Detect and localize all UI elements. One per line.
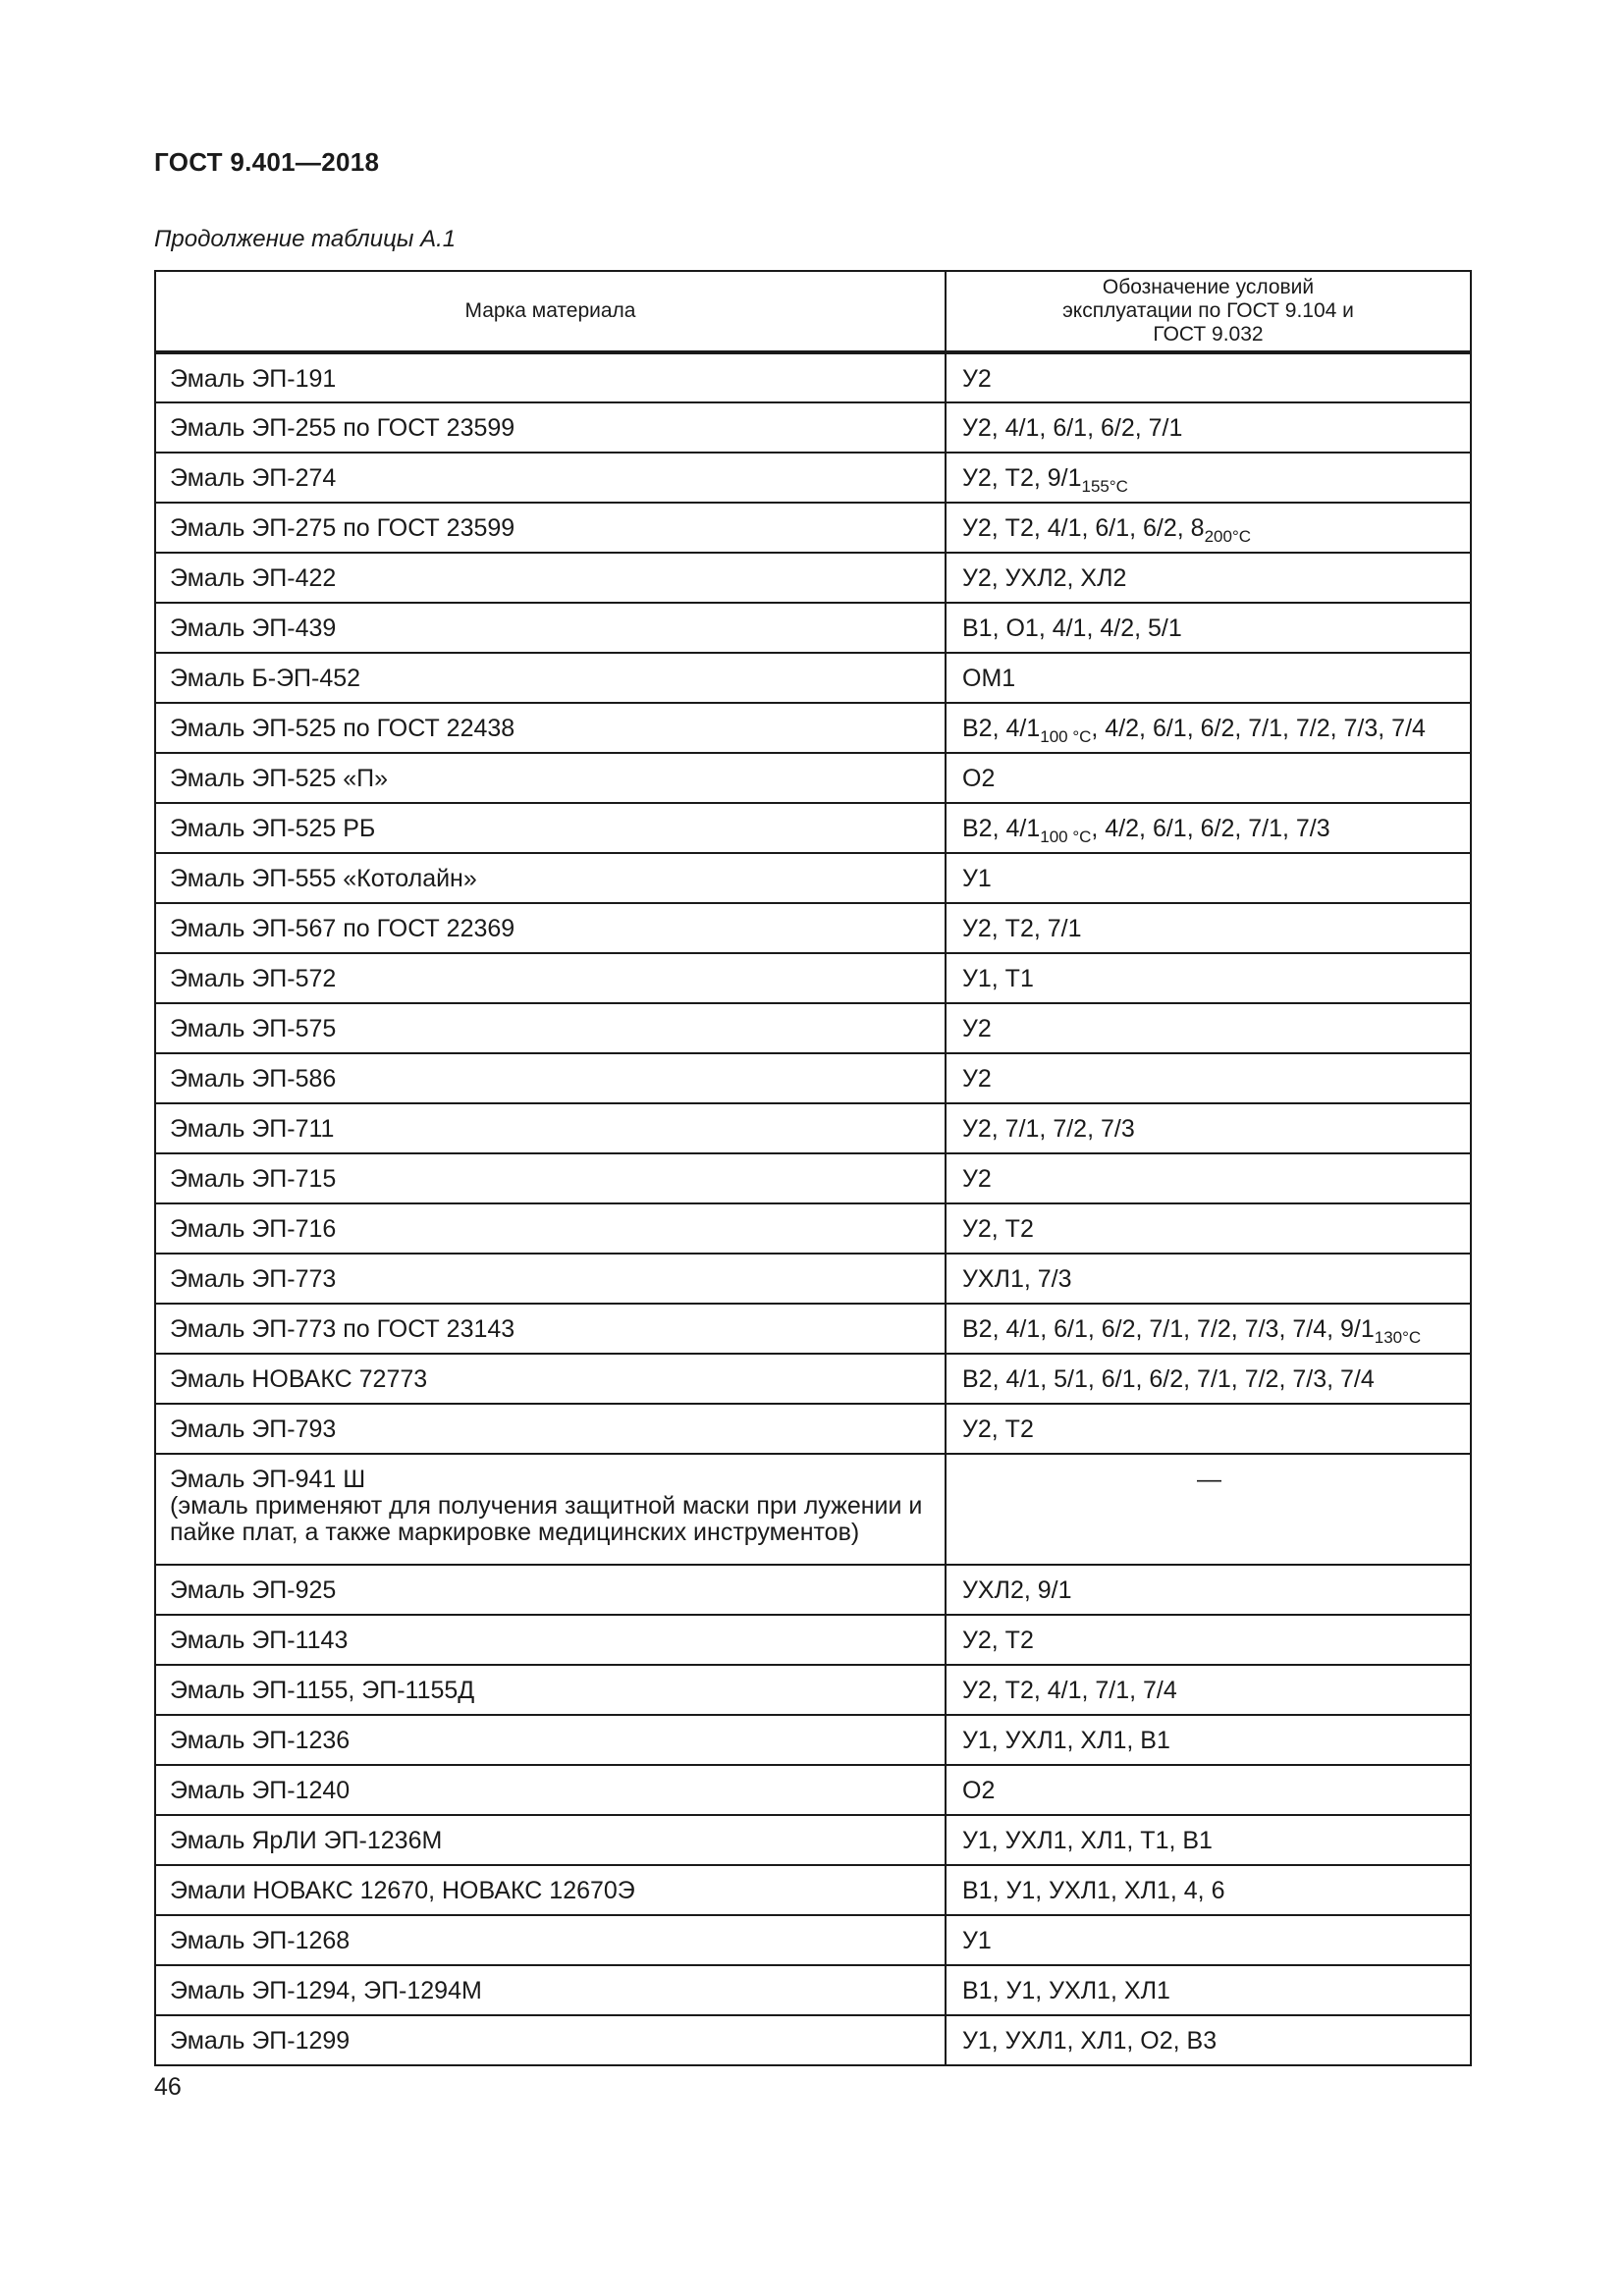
material-name: Эмаль ЭП-1294, ЭП-1294М: [170, 1977, 482, 2004]
conditions-cell: [946, 553, 1471, 603]
conditions-cell: [946, 1915, 1471, 1965]
material-name: Эмаль ЭП-1299: [170, 2027, 351, 2055]
table-row: [155, 703, 1471, 753]
table-row: [155, 2015, 1471, 2065]
material-cell: [155, 402, 946, 453]
conditions-value: У1, УХЛ1, ХЛ1, В1: [962, 1727, 1170, 1754]
conditions-value: У2, 4/1, 6/1, 6/2, 7/1: [962, 414, 1183, 442]
conditions-value: У2, 7/1, 7/2, 7/3: [962, 1115, 1135, 1143]
table-row: [155, 903, 1471, 953]
material-name: Эмаль ЭП-525 по ГОСТ 22438: [170, 715, 515, 742]
material-cell: [155, 1254, 946, 1304]
table-row: [155, 1565, 1471, 1615]
conditions-value: У1: [962, 865, 992, 892]
material-cell: [155, 352, 946, 402]
material-name: Эмаль ЭП-575: [170, 1015, 337, 1042]
conditions-cell: [946, 1965, 1471, 2015]
conditions-cell: [946, 1103, 1471, 1153]
column-header-conditions-text: Обозначение условий эксплуатации по ГОСТ 9.104 и ГОСТ 9.032: [1062, 276, 1354, 346]
material-name: Эмаль ЭП-793: [170, 1415, 337, 1443]
conditions-cell: [946, 803, 1471, 853]
conditions-cell: [946, 1254, 1471, 1304]
conditions-cell: [946, 953, 1471, 1003]
conditions-value: В2, 4/1: [962, 815, 1041, 842]
conditions-cell: [946, 503, 1471, 553]
conditions-temperature: 100 °С: [1040, 727, 1092, 746]
material-name: Эмаль ЭП-275 по ГОСТ 23599: [170, 514, 515, 542]
conditions-value: У2, Т2, 9/1: [962, 464, 1082, 492]
table-caption: Продолжение таблицы А.1: [154, 226, 457, 252]
material-cell: [155, 2015, 946, 2065]
material-cell: [155, 1615, 946, 1665]
page-number: 46: [154, 2073, 182, 2101]
conditions-value: В2, 4/1, 5/1, 6/1, 6/2, 7/1, 7/2, 7/3, 7/4: [962, 1365, 1375, 1393]
conditions-value: У2: [962, 1165, 992, 1193]
table-row: [155, 603, 1471, 653]
conditions-value: У2, Т2, 7/1: [962, 915, 1082, 942]
material-cell: [155, 1404, 946, 1454]
table-row: [155, 1865, 1471, 1915]
material-cell: [155, 1915, 946, 1965]
material-cell: [155, 1565, 946, 1615]
conditions-value: В1, У1, УХЛ1, ХЛ1, 4, 6: [962, 1877, 1225, 1904]
conditions-temperature: 130°С: [1374, 1328, 1422, 1347]
conditions-value: У2: [962, 365, 992, 393]
table-row: [155, 1815, 1471, 1865]
material-name: Эмаль ЭП-567 по ГОСТ 22369: [170, 915, 515, 942]
material-cell: [155, 1665, 946, 1715]
table-row: [155, 1404, 1471, 1454]
material-name: Эмаль ЭП-715: [170, 1165, 337, 1193]
table-header-row: [155, 271, 1471, 352]
table-row: [155, 453, 1471, 503]
material-name: Эмаль ЭП-274: [170, 464, 337, 492]
table-row: [155, 503, 1471, 553]
material-name: Эмаль ЭП-422: [170, 564, 337, 592]
material-cell: [155, 1765, 946, 1815]
material-name: Эмаль ЭП-925: [170, 1576, 337, 1604]
table-row: [155, 553, 1471, 603]
conditions-cell: [946, 1304, 1471, 1354]
material-name: Эмаль ЭП-1236: [170, 1727, 351, 1754]
conditions-cell: [946, 1354, 1471, 1404]
conditions-cell: [946, 1053, 1471, 1103]
table-row: [155, 1454, 1471, 1565]
material-name: Эмаль ЭП-572: [170, 965, 337, 992]
conditions-value-continued: , 4/2, 6/1, 6/2, 7/1, 7/2, 7/3, 7/4: [1091, 715, 1426, 742]
table-row: [155, 352, 1471, 402]
table-row: [155, 853, 1471, 903]
material-name: Эмаль Б-ЭП-452: [170, 665, 361, 692]
table-row: [155, 1765, 1471, 1815]
conditions-value: В1, У1, УХЛ1, ХЛ1: [962, 1977, 1170, 2004]
conditions-cell: [946, 1815, 1471, 1865]
conditions-temperature: 200°С: [1204, 527, 1252, 546]
material-cell: [155, 1153, 946, 1203]
material-name: Эмаль ЭП-439: [170, 614, 337, 642]
conditions-value: В1, О1, 4/1, 4/2, 5/1: [962, 614, 1182, 642]
material-cell: [155, 1203, 946, 1254]
conditions-cell: [946, 1565, 1471, 1615]
material-name: Эмаль ЭП-773: [170, 1265, 337, 1293]
conditions-temperature: 100 °С: [1040, 828, 1092, 846]
table-row: [155, 1203, 1471, 1254]
material-name: Эмаль ЭП-586: [170, 1065, 337, 1093]
material-cell: [155, 1354, 946, 1404]
conditions-cell: [946, 1715, 1471, 1765]
conditions-cell: [946, 2015, 1471, 2065]
conditions-cell: [946, 1765, 1471, 1815]
material-name: Эмаль ЭП-1240: [170, 1777, 351, 1804]
conditions-value: У2, УХЛ2, ХЛ2: [962, 564, 1127, 592]
conditions-value: У2, Т2: [962, 1415, 1034, 1443]
material-cell: [155, 853, 946, 903]
material-cell: [155, 603, 946, 653]
conditions-value-continued: , 4/2, 6/1, 6/2, 7/1, 7/3: [1091, 815, 1330, 842]
material-cell: [155, 1454, 946, 1565]
conditions-value: У2, Т2, 4/1, 6/1, 6/2, 8: [962, 514, 1205, 542]
conditions-value: О2: [962, 1777, 996, 1804]
table-row: [155, 753, 1471, 803]
conditions-cell: [946, 1404, 1471, 1454]
table-row: [155, 1354, 1471, 1404]
table-row: [155, 803, 1471, 853]
table-row: [155, 1053, 1471, 1103]
table-row: [155, 953, 1471, 1003]
material-cell: [155, 503, 946, 553]
material-cell: [155, 653, 946, 703]
conditions-cell: [946, 703, 1471, 753]
conditions-cell: [946, 653, 1471, 703]
material-name: Эмаль ЭП-191: [170, 365, 337, 393]
material-cell: [155, 903, 946, 953]
material-cell: [155, 1865, 946, 1915]
conditions-cell: [946, 352, 1471, 402]
table-row: [155, 1254, 1471, 1304]
table-row: [155, 402, 1471, 453]
material-cell: [155, 1304, 946, 1354]
material-cell: [155, 1103, 946, 1153]
material-name: Эмаль ЭП-1143: [170, 1627, 349, 1654]
conditions-cell: [946, 603, 1471, 653]
material-name: Эмаль ЭП-1155, ЭП-1155Д: [170, 1677, 475, 1704]
material-name: Эмаль ЭП-525 «П»: [170, 765, 389, 792]
table-row: [155, 653, 1471, 703]
column-header-material: Марка материала: [155, 271, 946, 352]
material-cell: [155, 1965, 946, 2015]
material-cell: [155, 803, 946, 853]
conditions-cell: [946, 1203, 1471, 1254]
material-name: Эмаль ЭП-555 «Котолайн»: [170, 865, 477, 892]
conditions-temperature: 155°С: [1081, 477, 1128, 496]
material-name: Эмаль ЭП-716: [170, 1215, 337, 1243]
material-cell: [155, 453, 946, 503]
table-row: [155, 1304, 1471, 1354]
table-row: [155, 1915, 1471, 1965]
conditions-cell: [946, 1665, 1471, 1715]
table-row: [155, 1003, 1471, 1053]
material-name: Эмаль ЭП-255 по ГОСТ 23599: [170, 414, 515, 442]
conditions-value: У1, УХЛ1, ХЛ1, Т1, В1: [962, 1827, 1213, 1854]
material-name: Эмаль ЭП-1268: [170, 1927, 351, 1954]
material-cell: [155, 553, 946, 603]
conditions-value: У1: [962, 1927, 992, 1954]
table-row: [155, 1965, 1471, 2015]
table-row: [155, 1665, 1471, 1715]
column-header-conditions: [946, 271, 1471, 352]
material-name: Эмаль ЯрЛИ ЭП-1236М: [170, 1827, 443, 1854]
material-name: Эмаль ЭП-773 по ГОСТ 23143: [170, 1315, 515, 1343]
material-cell: [155, 703, 946, 753]
conditions-cell: [946, 903, 1471, 953]
table-row: [155, 1153, 1471, 1203]
conditions-value: О2: [962, 765, 996, 792]
conditions-value: У2, Т2: [962, 1627, 1034, 1654]
conditions-value: ОМ1: [962, 665, 1016, 692]
conditions-value: У1, УХЛ1, ХЛ1, О2, В3: [962, 2027, 1218, 2055]
conditions-cell: [946, 1003, 1471, 1053]
document-id: ГОСТ 9.401—2018: [154, 147, 380, 177]
material-cell: [155, 1715, 946, 1765]
conditions-cell: [946, 1615, 1471, 1665]
conditions-value: У1, Т1: [962, 965, 1034, 992]
table-row: [155, 1615, 1471, 1665]
conditions-value: У2, Т2: [962, 1215, 1034, 1243]
material-name: Эмаль ЭП-941 Ш: [170, 1466, 366, 1493]
material-cell: [155, 1053, 946, 1103]
conditions-value: УХЛ1, 7/3: [962, 1265, 1072, 1293]
material-note: (эмаль применяют для получения защитной маски при лужении и пайке плат, а также маркировке медицинских инструментов): [170, 1492, 923, 1546]
conditions-value: В2, 4/1, 6/1, 6/2, 7/1, 7/2, 7/3, 7/4, 9/1: [962, 1315, 1375, 1343]
material-cell: [155, 1815, 946, 1865]
conditions-cell: [946, 753, 1471, 803]
material-name: Эмаль ЭП-711: [170, 1115, 335, 1143]
conditions-value: —: [1197, 1466, 1221, 1493]
table-body: [155, 352, 1471, 2065]
material-cell: [155, 1003, 946, 1053]
conditions-cell: [946, 453, 1471, 503]
table-row: [155, 1715, 1471, 1765]
material-cell: [155, 753, 946, 803]
material-name: Эмаль ЭП-525 РБ: [170, 815, 376, 842]
conditions-value: УХЛ2, 9/1: [962, 1576, 1072, 1604]
conditions-cell: [946, 402, 1471, 453]
table-row: [155, 1103, 1471, 1153]
conditions-value: У2: [962, 1065, 992, 1093]
conditions-value: У2: [962, 1015, 992, 1042]
material-name: Эмаль НОВАКС 72773: [170, 1365, 428, 1393]
materials-table: [154, 270, 1472, 2066]
material-cell: [155, 953, 946, 1003]
conditions-value: В2, 4/1: [962, 715, 1041, 742]
conditions-value: У2, Т2, 4/1, 7/1, 7/4: [962, 1677, 1177, 1704]
conditions-cell: [946, 1454, 1471, 1565]
conditions-cell: [946, 853, 1471, 903]
conditions-cell: [946, 1153, 1471, 1203]
conditions-cell: [946, 1865, 1471, 1915]
material-name: Эмали НОВАКС 12670, НОВАКС 12670Э: [170, 1877, 635, 1904]
